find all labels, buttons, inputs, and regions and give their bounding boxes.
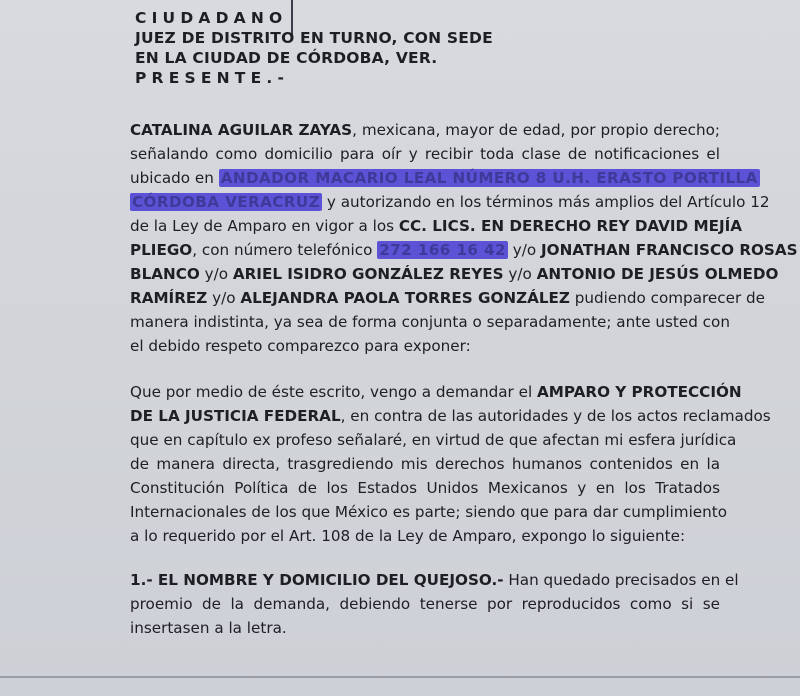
redacted-city: CÓRDOBA VERACRUZ	[132, 193, 321, 211]
attorney-name: BLANCO	[130, 265, 200, 283]
attorney-name: RAMÍREZ	[130, 289, 208, 307]
paragraph-demand	[130, 380, 771, 548]
text-line	[130, 286, 766, 310]
text-line: proemio de la demanda, debiendo tenerse por reproducidos como si se	[130, 595, 720, 613]
text-run: Han quedado precisados en el	[503, 571, 739, 589]
attorney-name: ALEJANDRA PAOLA TORRES GONZÁLEZ	[240, 289, 570, 307]
header-line-3: EN LA CIUDAD DE CÓRDOBA, VER.	[135, 49, 438, 67]
page-edge-line	[0, 676, 800, 678]
text-run: Que por medio de éste escrito, vengo a demandar el	[130, 383, 538, 401]
bold-run: AMPARO Y PROTECCIÓN	[537, 383, 742, 401]
text-line: Constitución Política de los Estados Unidos Mexicanos y en los Tratados	[130, 479, 720, 497]
text-line	[130, 166, 758, 190]
text-line: de manera directa, trasgrediendo mis derechos humanos contenidos en la	[130, 455, 720, 473]
text-line	[130, 190, 770, 214]
text-run: , mexicana, mayor de edad, por propio derecho;	[352, 121, 721, 139]
text-line	[130, 380, 742, 404]
text-line	[130, 214, 742, 238]
text-line: el debido respeto comparezco para exponer:	[130, 337, 471, 355]
text-run: y/o	[207, 289, 241, 307]
text-run: y/o	[507, 241, 542, 259]
header-line-4: PRESENTE.-	[135, 69, 290, 87]
text-line	[130, 118, 720, 142]
text-run: y/o	[199, 265, 233, 283]
text-line: Internacionales de los que México es parte; siendo que para dar cumplimiento	[130, 503, 728, 521]
paragraph-proemio	[130, 118, 798, 358]
text-run: pudiendo comparecer de	[569, 289, 766, 307]
text-run: y/o	[503, 265, 537, 283]
text-run: de la Ley de Amparo en vigor a los	[130, 217, 399, 235]
text-line: señalando como domicilio para oír y recibir toda clase de notificaciones el	[130, 145, 720, 163]
bold-run: DE LA JUSTICIA FEDERAL	[130, 407, 341, 425]
text-line	[130, 404, 771, 428]
text-line	[130, 262, 779, 286]
text-line: que en capítulo ex profeso señalaré, en virtud de que afectan mi esfera jurídica	[130, 431, 737, 449]
text-run: , con número telefónico	[192, 241, 378, 259]
text-line: a lo requerido por el Art. 108 de la Ley de Amparo, expongo lo siguiente:	[130, 527, 686, 545]
text-run: , en contra de las autoridades y de los actos reclamados	[340, 407, 771, 425]
redacted-address: ANDADOR MACARIO LEAL NÚMERO 8 U.H. ERASTO PORTILLA	[220, 169, 758, 187]
attorney-name: JONATHAN FRANCISCO ROSAS	[541, 241, 798, 259]
attorney-name: ANTONIO DE JESÚS OLMEDO	[536, 265, 779, 283]
attorney-name: CC. LICS. EN DERECHO REY DAVID MEJÍA	[398, 217, 742, 235]
addressee-header	[135, 8, 493, 88]
text-line: insertasen a la letra.	[130, 619, 287, 637]
text-run: y autorizando en los términos más amplios del Artículo 12	[322, 193, 770, 211]
header-line-1: CIUDADANO	[135, 9, 288, 27]
attorney-name: ARIEL ISIDRO GONZÁLEZ REYES	[232, 265, 504, 283]
text-run: ubicado en	[130, 169, 219, 187]
redacted-phone: 272 166 16 42	[379, 241, 506, 259]
text-line	[130, 568, 739, 592]
text-line	[130, 238, 798, 262]
text-line: manera indistinta, ya sea de forma conjunta o separadamente; ante usted con	[130, 313, 730, 331]
paragraph-section-1	[130, 568, 739, 640]
header-line-2: JUEZ DE DISTRITO EN TURNO, CON SEDE	[135, 29, 493, 47]
attorney-name: PLIEGO	[130, 241, 193, 259]
complainant-name: CATALINA AGUILAR ZAYAS	[130, 121, 353, 139]
section-heading: 1.- EL NOMBRE Y DOMICILIO DEL QUEJOSO.-	[130, 571, 504, 589]
